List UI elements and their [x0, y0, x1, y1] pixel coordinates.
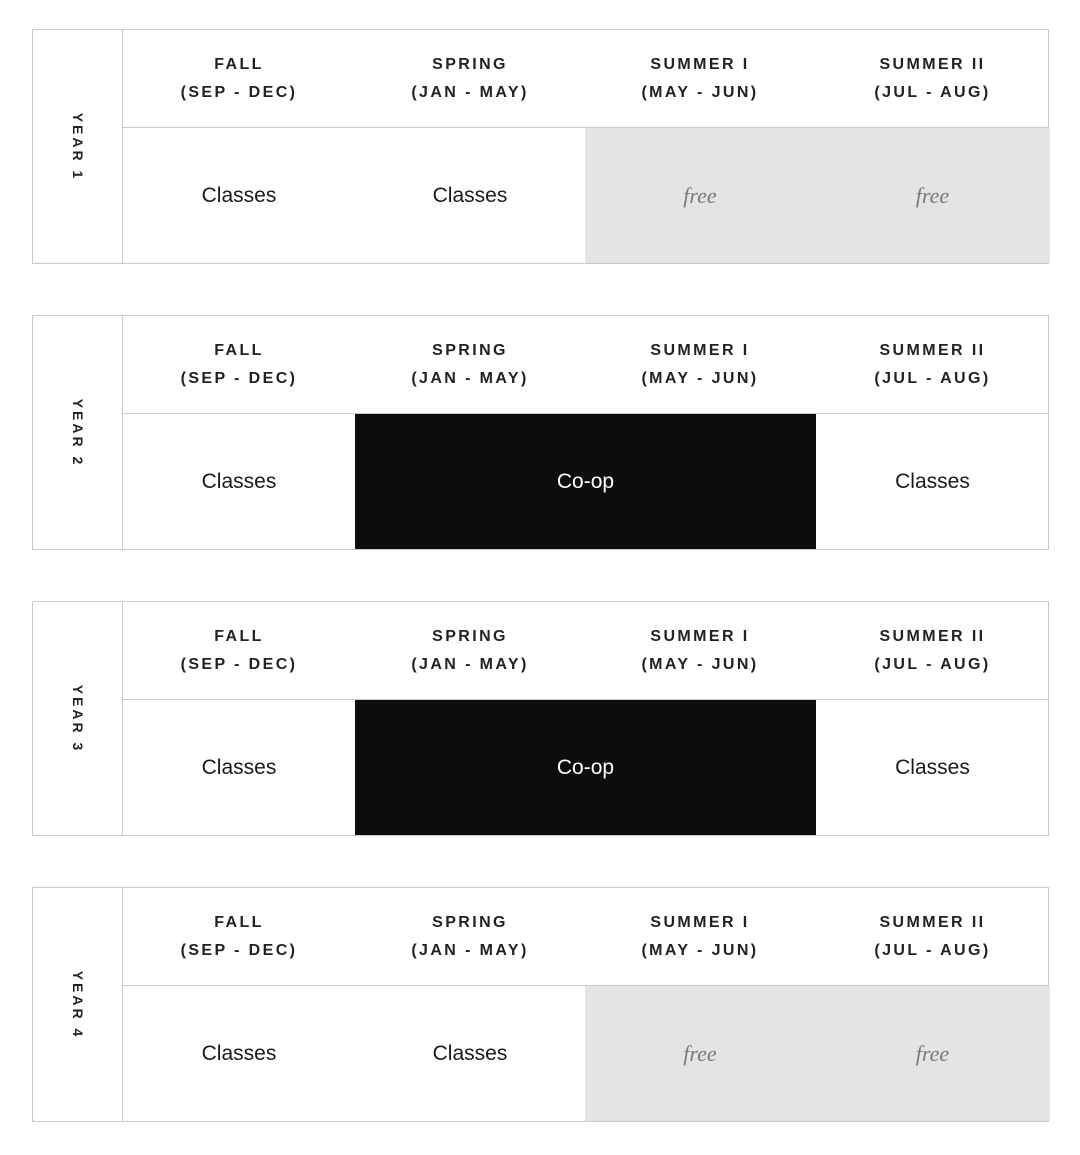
term-header-fall	[123, 602, 355, 699]
term-range: (JUL - AUG)	[874, 83, 991, 101]
term-range: (JAN - MAY)	[411, 941, 529, 959]
year-label-column	[33, 602, 123, 835]
term-name: SUMMER II	[879, 55, 986, 73]
term-name: FALL	[214, 627, 264, 645]
term-name: SPRING	[432, 341, 508, 359]
term-range: (SEP - DEC)	[180, 83, 298, 101]
term-header-fall	[123, 888, 355, 985]
year-1-schedule	[32, 29, 1049, 264]
coop-cell: Co-op	[355, 700, 816, 835]
year-label: YEAR 2	[69, 398, 86, 467]
term-header-row	[123, 602, 1048, 700]
free-cell: free	[815, 128, 1050, 263]
term-header-summer-1	[585, 602, 815, 699]
term-header-summer-1	[585, 30, 815, 127]
term-header-summer-2	[815, 316, 1050, 413]
classes-cell: Classes	[201, 755, 277, 779]
term-name: FALL	[214, 913, 264, 931]
term-header-spring	[355, 888, 585, 985]
term-name: SPRING	[432, 913, 508, 931]
term-range: (SEP - DEC)	[180, 369, 298, 387]
year-label-column	[33, 30, 123, 263]
term-header-fall	[123, 30, 355, 127]
free-cell: free	[585, 986, 815, 1121]
term-header-summer-1	[585, 316, 815, 413]
term-range: (MAY - JUN)	[641, 941, 759, 959]
term-range: (JUL - AUG)	[874, 655, 991, 673]
term-header-spring	[355, 602, 585, 699]
term-header-row	[123, 30, 1048, 128]
term-name: SUMMER I	[650, 627, 750, 645]
term-header-summer-2	[815, 602, 1050, 699]
term-range: (JAN - MAY)	[411, 83, 529, 101]
classes-cell: Classes	[201, 469, 277, 493]
year-2-schedule	[32, 315, 1049, 550]
term-header-summer-2	[815, 30, 1050, 127]
schedule-row	[123, 700, 1048, 835]
year-label: YEAR 1	[69, 112, 86, 181]
classes-cell: Classes	[895, 755, 970, 779]
schedule-row	[123, 128, 1048, 263]
year-label-column	[33, 316, 123, 549]
term-range: (JAN - MAY)	[411, 369, 529, 387]
term-name: SUMMER II	[879, 913, 986, 931]
term-name: SPRING	[432, 627, 508, 645]
coop-cell: Co-op	[355, 414, 816, 549]
term-range: (SEP - DEC)	[180, 941, 298, 959]
year-label-column	[33, 888, 123, 1121]
year-4-schedule	[32, 887, 1049, 1122]
term-range: (MAY - JUN)	[641, 655, 759, 673]
term-header-summer-2	[815, 888, 1050, 985]
schedule-row	[123, 414, 1048, 549]
term-name: SUMMER II	[879, 341, 986, 359]
term-header-fall	[123, 316, 355, 413]
classes-cell: Classes	[432, 183, 508, 207]
term-header-spring	[355, 316, 585, 413]
term-name: FALL	[214, 55, 264, 73]
term-range: (JUL - AUG)	[874, 369, 991, 387]
term-header-row	[123, 316, 1048, 414]
term-name: SUMMER I	[650, 341, 750, 359]
free-cell: free	[815, 986, 1050, 1121]
term-name: SPRING	[432, 55, 508, 73]
classes-cell: Classes	[895, 469, 970, 493]
year-label: YEAR 4	[69, 970, 86, 1039]
year-label: YEAR 3	[69, 684, 86, 753]
classes-cell: Classes	[201, 1041, 277, 1065]
term-range: (MAY - JUN)	[641, 83, 759, 101]
classes-cell: Classes	[432, 1041, 508, 1065]
term-header-row	[123, 888, 1048, 986]
term-name: SUMMER I	[650, 913, 750, 931]
term-name: SUMMER I	[650, 55, 750, 73]
term-header-summer-1	[585, 888, 815, 985]
term-range: (JUL - AUG)	[874, 941, 991, 959]
term-name: SUMMER II	[879, 627, 986, 645]
term-range: (JAN - MAY)	[411, 655, 529, 673]
classes-cell: Classes	[201, 183, 277, 207]
schedule-row	[123, 986, 1048, 1121]
free-cell: free	[585, 128, 815, 263]
term-header-spring	[355, 30, 585, 127]
year-3-schedule	[32, 601, 1049, 836]
term-name: FALL	[214, 341, 264, 359]
term-range: (SEP - DEC)	[180, 655, 298, 673]
term-range: (MAY - JUN)	[641, 369, 759, 387]
